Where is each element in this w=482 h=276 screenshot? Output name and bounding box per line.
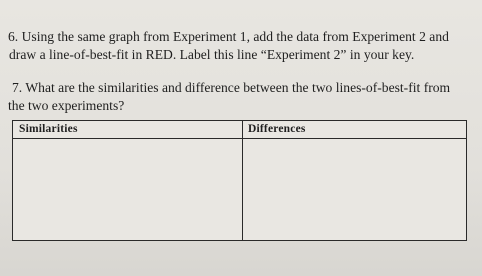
- question-6: [8, 28, 478, 64]
- question-7-line-1: 7. What are the similarities and difference between the two lines-of-best-fit from: [12, 80, 451, 95]
- question-6-line-1: 6. Using the same graph from Experiment 1, add the data from Experiment 2 and: [8, 29, 449, 44]
- question-6-line-2: draw a line-of-best-fit in RED. Label this line “Experiment 2” in your key.: [9, 47, 415, 62]
- similarities-header: Similarities: [19, 123, 78, 135]
- comparison-table: [12, 120, 467, 241]
- question-7: [8, 79, 478, 115]
- differences-answer-cell[interactable]: [243, 139, 466, 240]
- question-7-line-2: the two experiments?: [8, 98, 125, 113]
- similarities-answer-cell[interactable]: [13, 139, 242, 240]
- differences-header: Differences: [248, 123, 306, 135]
- table-header-row: [13, 121, 466, 139]
